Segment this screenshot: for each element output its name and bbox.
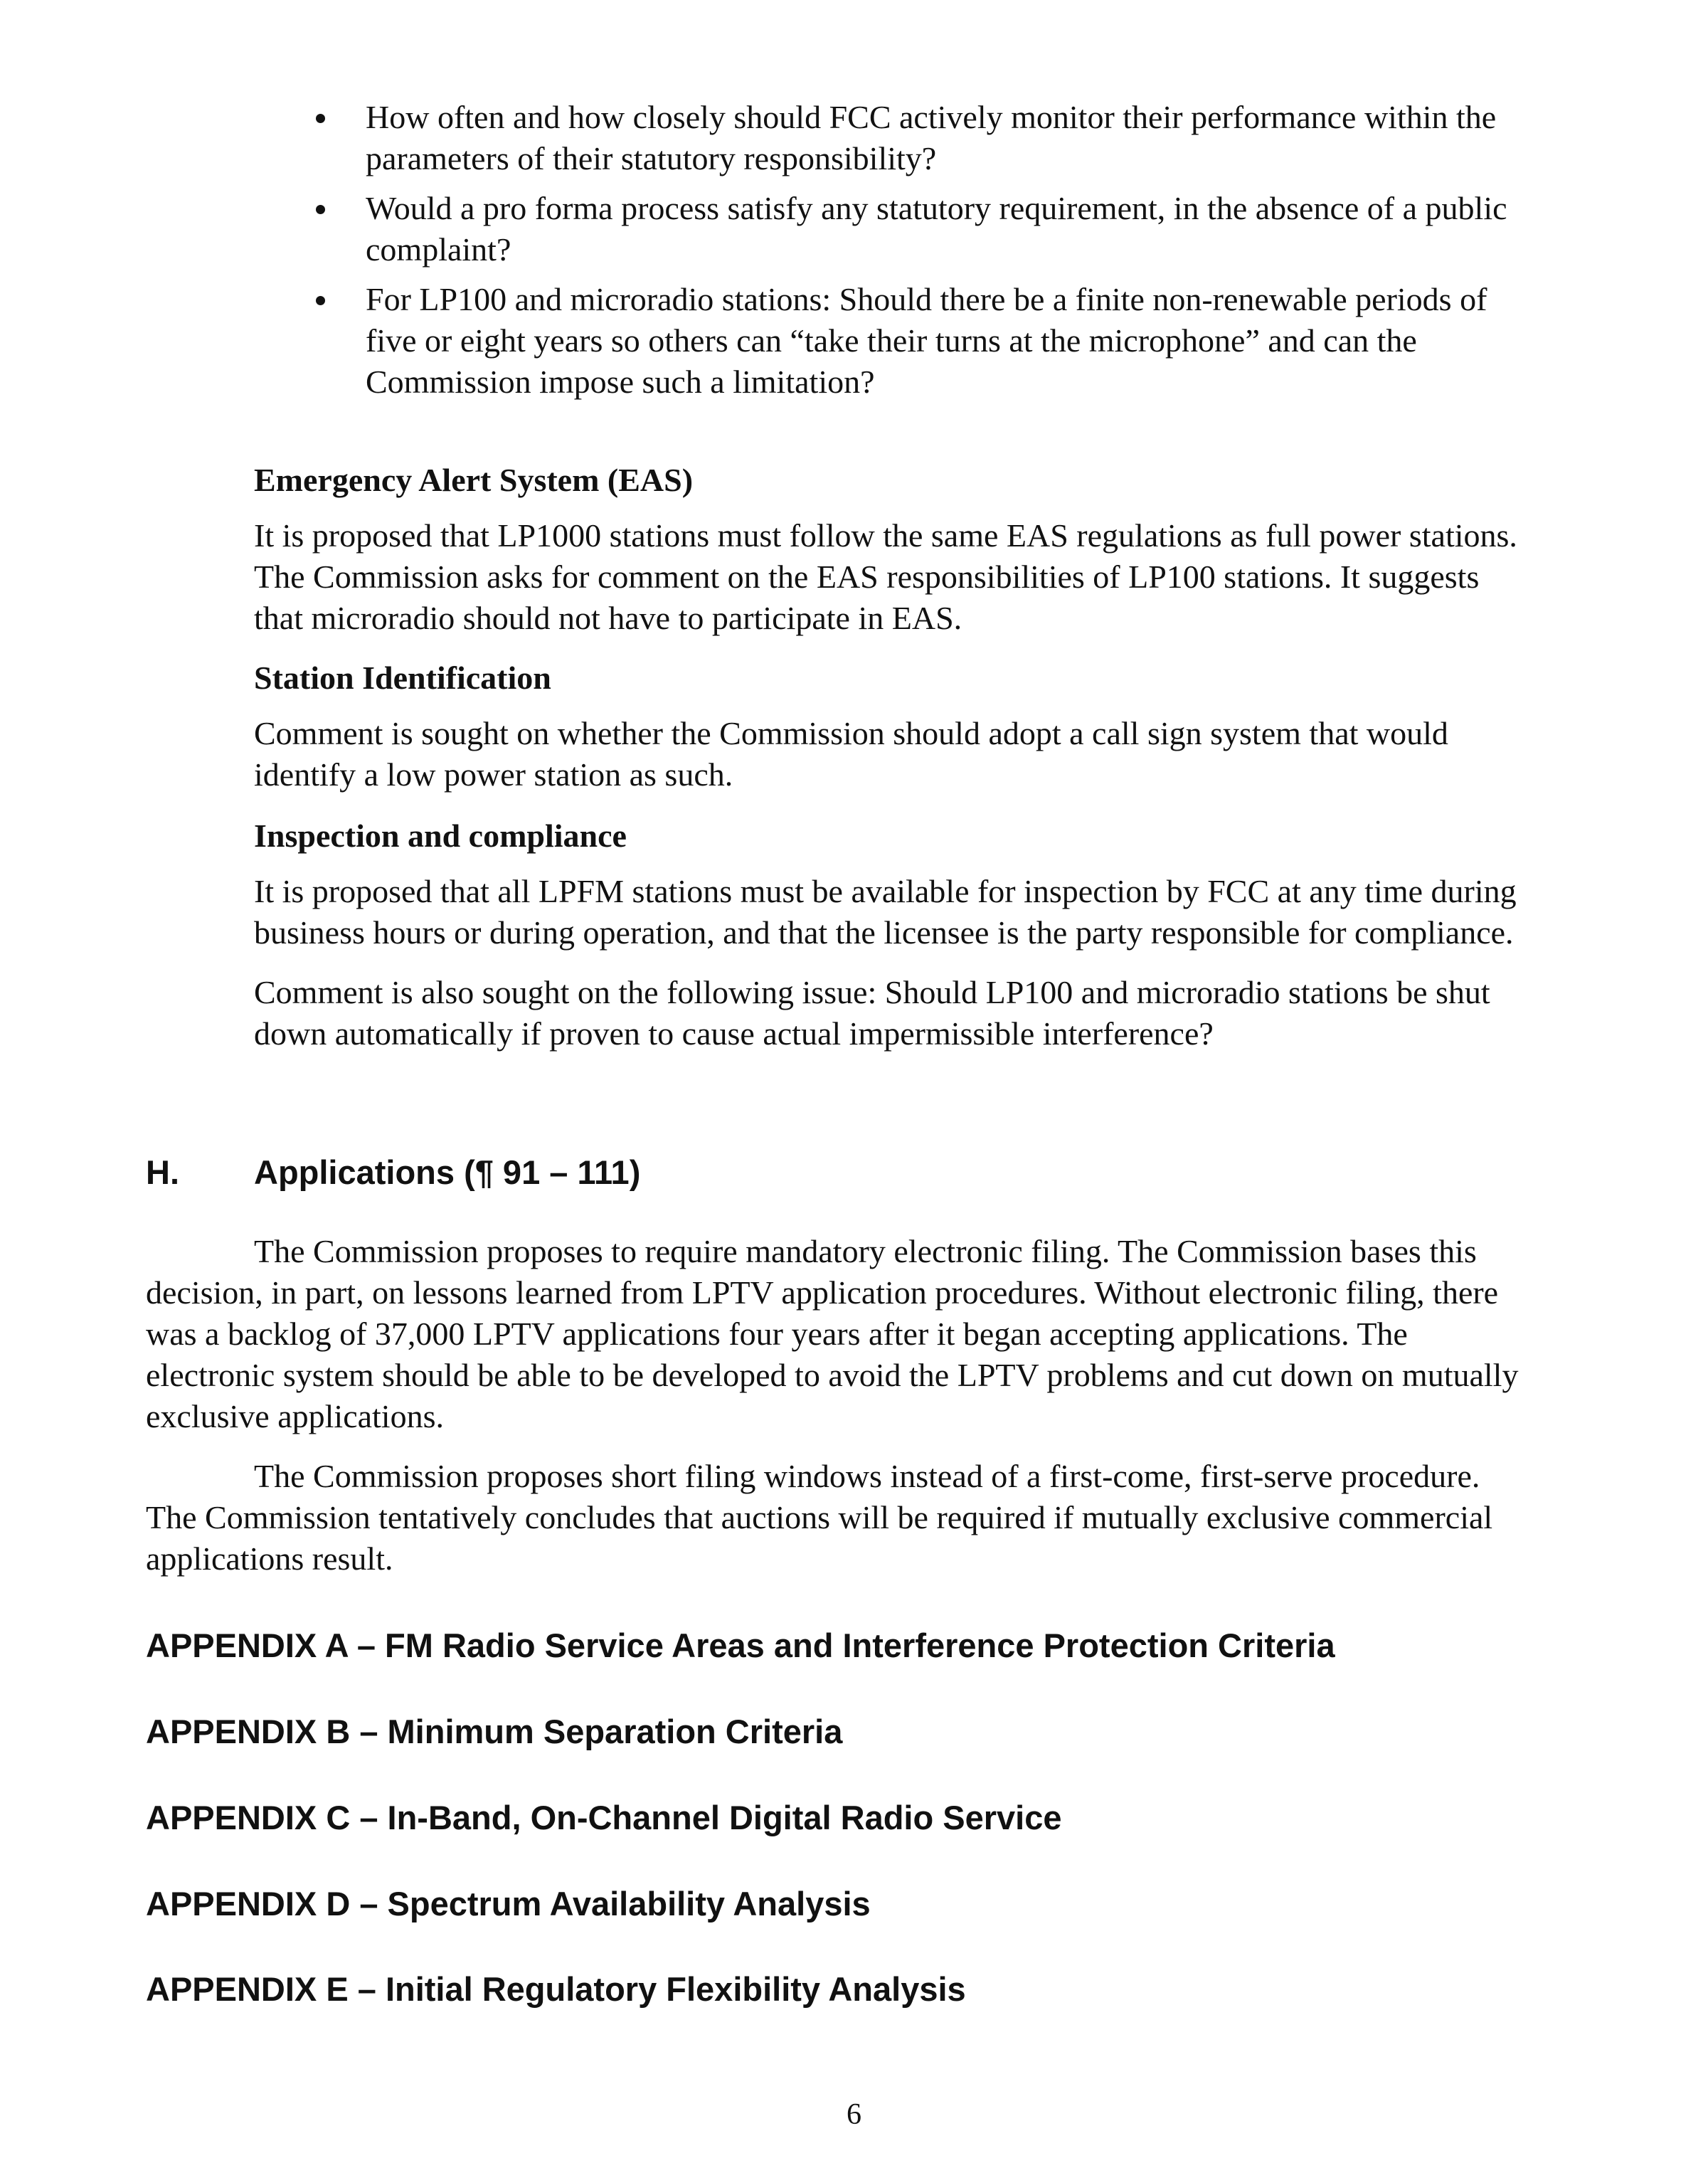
question-bullet-list [306,97,1544,411]
section-letter: H. [146,1153,179,1191]
appendix-a: APPENDIX A – FM Radio Service Areas and Interference Protection Criteria [146,1627,1335,1664]
eas-section [254,460,1534,657]
station-identification-section [254,657,1534,814]
bullet-text: Would a pro forma process satisfy any statutory requirement, in the absence of a public complaint? [366,190,1507,268]
eas-text: It is proposed that LP1000 stations must follow the same EAS regulations as full power stations. The Commission asks for comment on the EAS responsibilities of LP100 stations. It suggests that microradio should not have to participate in EAS. [254,517,1517,636]
bullet-icon [316,114,325,123]
bullet-icon [316,296,325,305]
appendix-c: APPENDIX C – In-Band, On-Channel Digital Radio Service [146,1799,1062,1836]
bullet-icon [316,205,325,214]
station-identification-heading: Station Identification [254,660,551,696]
applications-body [146,1231,1533,1598]
bullet-item [306,188,1544,270]
interference-question-text: Comment is also sought on the following issue: Should LP100 and microradio stations be shut down automatically if proven to cause actual impermissible interference? [254,974,1490,1052]
inspection-section [254,815,1534,1073]
eas-heading: Emergency Alert System (EAS) [254,462,694,498]
appendix-e: APPENDIX E – Initial Regulatory Flexibility Analysis [146,1970,966,2008]
bullet-text: For LP100 and microradio stations: Should there be a finite non-renewable periods of five or eight years so others can “take their turns at the microphone” and can the Commission impose such a limitation? [366,281,1487,400]
bullet-item [306,97,1544,179]
applications-paragraph-1: The Commission proposes to require mandatory electronic filing. The Commission bases this decision, in part, on lessons learned from LPTV application procedures. Without electronic filing, there was a backlog of 37,000 LPTV applications four years after it began accepting applications. The electronic system should be able to be developed to avoid the LPTV problems and cut down on mutually exclusive applications. [146,1233,1519,1434]
section-title: Applications (¶ 91 – 111) [254,1153,641,1191]
inspection-heading: Inspection and compliance [254,818,627,854]
appendix-d: APPENDIX D – Spectrum Availability Analysis [146,1885,871,1922]
station-identification-text: Comment is sought on whether the Commission should adopt a call sign system that would identify a low power station as such. [254,715,1448,793]
applications-paragraph-2: The Commission proposes short filing windows instead of a first-come, first-serve procedure. The Commission tentatively concludes that auctions will be required if mutually exclusive commercial applications result. [146,1458,1493,1577]
inspection-text: It is proposed that all LPFM stations must be available for inspection by FCC at any time during business hours or during operation, and that the licensee is the party responsible for compliance. [254,873,1517,951]
bullet-item [306,279,1544,403]
appendix-b: APPENDIX B – Minimum Separation Criteria [146,1713,843,1750]
page-number: 6 [847,2098,861,2131]
bullet-text: How often and how closely should FCC actively monitor their performance within the parameters of their statutory responsibility? [366,99,1497,176]
